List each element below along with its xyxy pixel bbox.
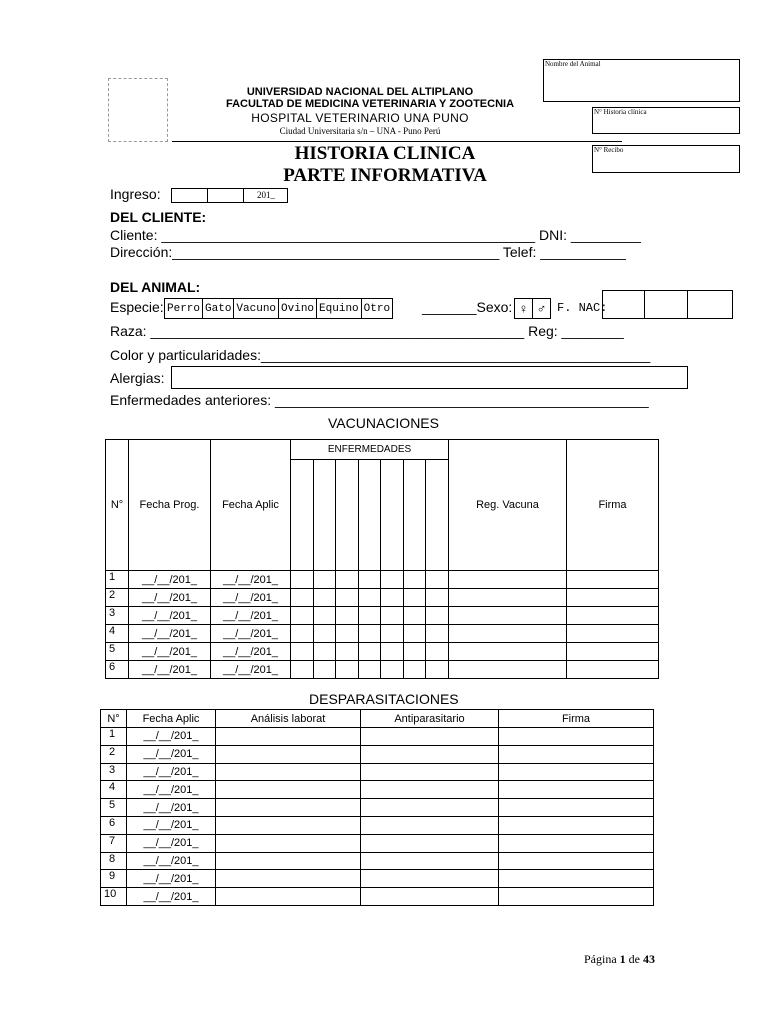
ingreso-month-box[interactable]: [207, 188, 244, 203]
row-number: 2: [101, 745, 127, 763]
ingreso-day-box[interactable]: [171, 188, 208, 203]
cell[interactable]: [291, 607, 314, 625]
enfermedad-col[interactable]: [381, 460, 404, 571]
enfermedad-col[interactable]: [314, 460, 336, 571]
table-row: [101, 834, 654, 852]
cell[interactable]: [314, 607, 336, 625]
cell[interactable]: [426, 661, 449, 679]
row-number: 1: [106, 571, 129, 589]
reg-vacuna-cell[interactable]: [449, 589, 567, 607]
analisis-cell[interactable]: [216, 763, 361, 781]
antiparasitario-cell[interactable]: [361, 852, 499, 870]
fecha-prog-cell[interactable]: __/__/201_: [129, 589, 211, 607]
page-title: HISTORIA CLINICA: [294, 143, 476, 164]
fnac-boxes: [602, 290, 733, 319]
fecha-aplic-cell[interactable]: __/__/201_: [127, 870, 216, 888]
antiparasitario-cell[interactable]: [361, 834, 499, 852]
vac-header-enfermedades: ENFERMEDADES: [291, 440, 449, 460]
vac-header-firma: Firma: [567, 440, 659, 571]
table-row: [106, 589, 659, 607]
firma-cell[interactable]: [499, 834, 654, 852]
row-number: 6: [101, 816, 127, 834]
table-row: [101, 763, 654, 781]
cell[interactable]: [381, 607, 404, 625]
page-subtitle: PARTE INFORMATIVA: [283, 165, 487, 186]
cell[interactable]: [336, 589, 359, 607]
antiparasitario-cell[interactable]: [361, 870, 499, 888]
history-number-box[interactable]: [592, 107, 740, 134]
reg-vacuna-cell[interactable]: [449, 661, 567, 679]
ingreso-year: 201_: [257, 190, 275, 200]
cliente-section-title: DEL CLIENTE:: [110, 209, 207, 225]
fecha-aplic-cell[interactable]: __/__/201_: [211, 607, 291, 625]
vac-header-reg-vacuna: Reg. Vacuna: [449, 440, 567, 571]
fecha-aplic-cell[interactable]: __/__/201_: [127, 852, 216, 870]
cell[interactable]: [336, 607, 359, 625]
row-number: 1: [101, 728, 127, 746]
especie-label: Especie:: [110, 299, 164, 315]
receipt-number-label: N° Recibo: [594, 146, 624, 154]
desparasitaciones-table: [100, 709, 654, 906]
cell[interactable]: [291, 625, 314, 643]
cell[interactable]: [381, 589, 404, 607]
table-row: [106, 607, 659, 625]
firma-cell[interactable]: [499, 728, 654, 746]
desp-header-analisis: Análisis laborat: [216, 710, 361, 728]
vac-header-fecha-prog: Fecha Prog.: [129, 440, 211, 571]
table-row: [101, 816, 654, 834]
direccion-line[interactable]: Dirección:__________________________________________ Telef: ___________: [110, 244, 626, 260]
cell[interactable]: [291, 661, 314, 679]
firma-cell[interactable]: [499, 763, 654, 781]
cell[interactable]: [381, 661, 404, 679]
cell[interactable]: [381, 571, 404, 589]
row-number: 3: [106, 607, 129, 625]
table-row: [106, 625, 659, 643]
sexo-male[interactable]: ♂: [533, 299, 551, 319]
analisis-cell[interactable]: [216, 799, 361, 817]
cell[interactable]: [291, 589, 314, 607]
university-name: UNIVERSIDAD NACIONAL DEL ALTIPLANO: [246, 86, 474, 98]
analisis-cell[interactable]: [216, 816, 361, 834]
cell[interactable]: [336, 625, 359, 643]
firma-cell[interactable]: [567, 625, 659, 643]
vacunaciones-table: [105, 439, 659, 679]
firma-cell[interactable]: [567, 607, 659, 625]
row-number: 5: [101, 799, 127, 817]
page-total: 43: [643, 952, 655, 966]
firma-cell[interactable]: [499, 781, 654, 799]
cell[interactable]: [291, 643, 314, 661]
desp-header-antiparasitario: Antiparasitario: [361, 710, 499, 728]
table-row: [106, 643, 659, 661]
analisis-cell[interactable]: [216, 852, 361, 870]
animal-name-label: Nombre del Animal: [545, 60, 601, 68]
receipt-number-box[interactable]: [592, 145, 740, 173]
row-number: 4: [106, 625, 129, 643]
fecha-prog-cell[interactable]: __/__/201_: [129, 625, 211, 643]
fecha-aplic-cell[interactable]: __/__/201_: [127, 781, 216, 799]
antiparasitario-cell[interactable]: [361, 799, 499, 817]
cell[interactable]: [404, 607, 426, 625]
analisis-cell[interactable]: [216, 888, 361, 906]
fecha-aplic-cell[interactable]: __/__/201_: [211, 661, 291, 679]
desparasitaciones-title: DESPARASITACIONES: [309, 691, 459, 707]
cell[interactable]: [426, 589, 449, 607]
alergias-label: Alergias:: [110, 370, 165, 386]
enfermedad-col[interactable]: [359, 460, 381, 571]
animal-section-title: DEL ANIMAL:: [110, 279, 201, 295]
fecha-aplic-cell[interactable]: __/__/201_: [127, 745, 216, 763]
enfermedades-line[interactable]: Enfermedades anteriores: ________________________________________________: [110, 392, 649, 408]
enfermedad-col[interactable]: [426, 460, 449, 571]
cell[interactable]: [404, 643, 426, 661]
table-row: [101, 852, 654, 870]
cell[interactable]: [359, 625, 381, 643]
especie-gato[interactable]: Gato: [203, 299, 234, 319]
page-number: [584, 952, 655, 967]
cell[interactable]: [426, 643, 449, 661]
firma-cell[interactable]: [567, 643, 659, 661]
cell[interactable]: [336, 571, 359, 589]
ingreso-label: Ingreso:: [110, 186, 161, 202]
especie-perro[interactable]: Perro: [165, 299, 203, 319]
fnac-year-box[interactable]: [688, 291, 733, 319]
analisis-cell[interactable]: [216, 781, 361, 799]
cell[interactable]: [314, 661, 336, 679]
ingreso-year-box[interactable]: [243, 188, 288, 203]
cell[interactable]: [359, 607, 381, 625]
fecha-aplic-cell[interactable]: __/__/201_: [211, 571, 291, 589]
fecha-aplic-cell[interactable]: __/__/201_: [127, 816, 216, 834]
reg-vacuna-cell[interactable]: [449, 571, 567, 589]
firma-cell[interactable]: [499, 870, 654, 888]
firma-cell[interactable]: [567, 571, 659, 589]
alergias-box[interactable]: [171, 366, 688, 389]
firma-cell[interactable]: [567, 589, 659, 607]
fecha-aplic-cell[interactable]: __/__/201_: [211, 625, 291, 643]
address: Ciudad Universitaria s/n – UNA - Puno Perú: [279, 126, 441, 136]
cell[interactable]: [426, 571, 449, 589]
especie-equino[interactable]: Equino: [317, 299, 362, 319]
cell[interactable]: [426, 625, 449, 643]
cell[interactable]: [404, 661, 426, 679]
enfermedad-col[interactable]: [336, 460, 359, 571]
antiparasitario-cell[interactable]: [361, 888, 499, 906]
analisis-cell[interactable]: [216, 728, 361, 746]
row-number: 6: [106, 661, 129, 679]
cell[interactable]: [314, 589, 336, 607]
table-row: [106, 571, 659, 589]
analisis-cell[interactable]: [216, 870, 361, 888]
row-number: 5: [106, 643, 129, 661]
cell[interactable]: [359, 661, 381, 679]
fecha-aplic-cell[interactable]: __/__/201_: [127, 763, 216, 781]
desp-header-no: N°: [101, 710, 127, 728]
header-rule: [172, 141, 622, 142]
color-line[interactable]: Color y particularidades:__________________________________________________: [110, 347, 651, 363]
vac-header-no: N°: [106, 440, 129, 571]
firma-cell[interactable]: [499, 888, 654, 906]
enfermedad-col[interactable]: [404, 460, 426, 571]
cell[interactable]: [336, 661, 359, 679]
fecha-prog-cell[interactable]: __/__/201_: [129, 661, 211, 679]
table-row: [101, 728, 654, 746]
reg-vacuna-cell[interactable]: [449, 643, 567, 661]
row-number: 3: [101, 763, 127, 781]
firma-cell[interactable]: [499, 745, 654, 763]
cell[interactable]: [404, 571, 426, 589]
desp-header-firma: Firma: [499, 710, 654, 728]
cell[interactable]: [314, 625, 336, 643]
row-number: 10: [101, 888, 127, 906]
especie-options: [164, 298, 393, 319]
firma-cell[interactable]: [499, 852, 654, 870]
row-number: 8: [101, 852, 127, 870]
table-row: [106, 661, 659, 679]
desp-header-fecha-aplic: Fecha Aplic: [127, 710, 216, 728]
cell[interactable]: [314, 571, 336, 589]
firma-cell[interactable]: [567, 661, 659, 679]
hospital-name: HOSPITAL VETERINARIO UNA PUNO: [251, 111, 469, 125]
fnac-label: F. NAC:: [557, 301, 608, 315]
row-number: 9: [101, 870, 127, 888]
cell[interactable]: [359, 643, 381, 661]
cell[interactable]: [404, 625, 426, 643]
fecha-aplic-cell[interactable]: __/__/201_: [127, 834, 216, 852]
page-label: Página: [584, 952, 617, 966]
analisis-cell[interactable]: [216, 745, 361, 763]
fnac-month-box[interactable]: [645, 291, 688, 319]
table-row: [101, 870, 654, 888]
fecha-aplic-cell[interactable]: __/__/201_: [211, 643, 291, 661]
fecha-aplic-cell[interactable]: __/__/201_: [127, 799, 216, 817]
firma-cell[interactable]: [499, 816, 654, 834]
table-row: [101, 799, 654, 817]
cell[interactable]: [359, 571, 381, 589]
university-logo: [108, 78, 168, 142]
table-row: [101, 888, 654, 906]
antiparasitario-cell[interactable]: [361, 745, 499, 763]
page-of: de: [628, 952, 640, 966]
cell[interactable]: [336, 643, 359, 661]
cell[interactable]: [359, 589, 381, 607]
vacunaciones-title: VACUNACIONES: [328, 415, 439, 431]
reg-vacuna-cell[interactable]: [449, 607, 567, 625]
raza-line[interactable]: Raza: ________________________________________________ Reg: ________: [110, 323, 624, 339]
analisis-cell[interactable]: [216, 834, 361, 852]
sexo-label: _______Sexo:: [422, 299, 513, 315]
antiparasitario-cell[interactable]: [361, 816, 499, 834]
cliente-line[interactable]: Cliente: ________________________________________________ DNI: _________: [110, 227, 641, 243]
cell[interactable]: [314, 643, 336, 661]
fecha-prog-cell[interactable]: __/__/201_: [129, 571, 211, 589]
cell[interactable]: [404, 589, 426, 607]
fecha-aplic-cell[interactable]: __/__/201_: [127, 888, 216, 906]
fecha-prog-cell[interactable]: __/__/201_: [129, 643, 211, 661]
fecha-aplic-cell[interactable]: __/__/201_: [211, 589, 291, 607]
antiparasitario-cell[interactable]: [361, 728, 499, 746]
cell[interactable]: [381, 643, 404, 661]
sexo-options: [514, 298, 551, 319]
antiparasitario-cell[interactable]: [361, 763, 499, 781]
firma-cell[interactable]: [499, 799, 654, 817]
cell[interactable]: [291, 571, 314, 589]
cell[interactable]: [381, 625, 404, 643]
especie-otro[interactable]: Otro: [361, 299, 392, 319]
history-number-label: N° Historia clínica: [594, 108, 647, 116]
fecha-aplic-cell[interactable]: __/__/201_: [127, 728, 216, 746]
antiparasitario-cell[interactable]: [361, 781, 499, 799]
vac-header-fecha-aplic: Fecha Aplic: [211, 440, 291, 571]
row-number: 2: [106, 589, 129, 607]
enfermedad-col[interactable]: [291, 460, 314, 571]
row-number: 7: [101, 834, 127, 852]
table-row: [101, 745, 654, 763]
especie-vacuno[interactable]: Vacuno: [234, 299, 279, 319]
row-number: 4: [101, 781, 127, 799]
animal-name-box[interactable]: [543, 59, 740, 102]
table-row: [101, 781, 654, 799]
cell[interactable]: [426, 607, 449, 625]
faculty-name: FACULTAD DE MEDICINA VETERINARIA Y ZOOTECNIA: [225, 98, 515, 110]
page-current: 1: [619, 952, 626, 966]
especie-ovino[interactable]: Ovino: [279, 299, 317, 319]
fecha-prog-cell[interactable]: __/__/201_: [129, 607, 211, 625]
fnac-day-box[interactable]: [603, 291, 645, 319]
reg-vacuna-cell[interactable]: [449, 625, 567, 643]
sexo-female[interactable]: ♀: [515, 299, 533, 319]
